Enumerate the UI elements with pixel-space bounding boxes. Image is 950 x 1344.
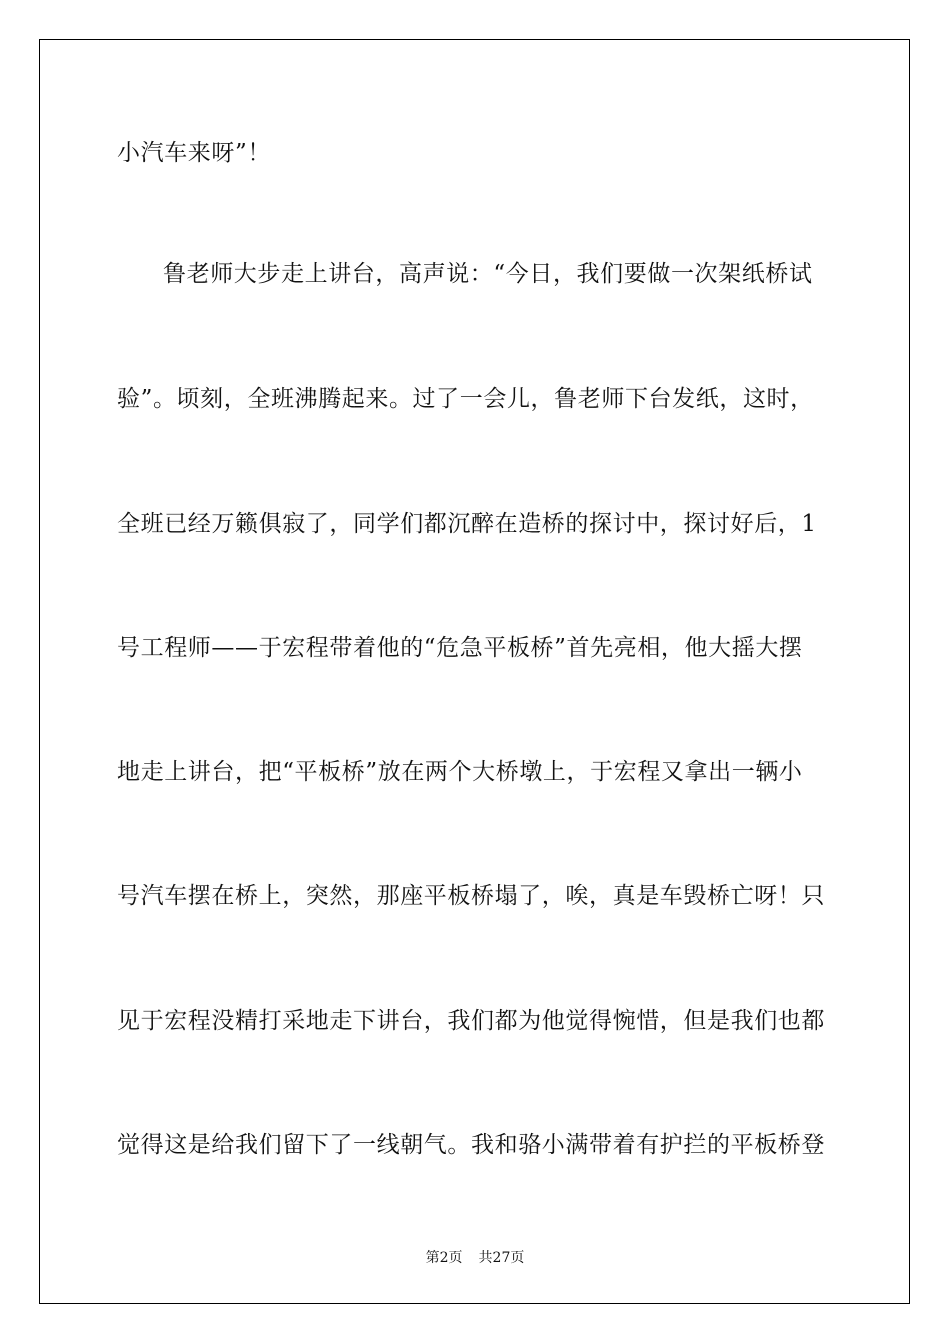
page-number: 第2页 <box>425 1250 463 1266</box>
text-line-6: 地走上讲台，把“平板桥”放在两个大桥墩上，于宏程又拿出一辆小 <box>117 759 803 785</box>
text-line-3: 验”。顷刻，全班沸腾起来。过了一会儿，鲁老师下台发纸，这时， <box>117 386 814 412</box>
text-line-8: 见于宏程没精打采地走下讲台，我们都为他觉得惋惜，但是我们也都 <box>117 1008 825 1034</box>
text-line-9: 觉得这是给我们留下了一线朝气。我和骆小满带着有护拦的平板桥登 <box>117 1132 825 1158</box>
text-line-1: 小汽车来呀”！ <box>117 140 271 166</box>
text-line-4: 全班已经万籁俱寂了，同学们都沉醉在造桥的探讨中，探讨好后，1 <box>117 511 817 537</box>
page-footer <box>0 1247 950 1267</box>
page-border <box>39 39 910 1304</box>
text-line-7: 号汽车摆在桥上，突然，那座平板桥塌了，唉，真是车毁桥亡呀！只 <box>117 883 825 909</box>
text-line-2: 鲁老师大步走上讲台，高声说：“今日，我们要做一次架纸桥试 <box>163 261 813 287</box>
text-line-5: 号工程师——于宏程带着他的“危急平板桥”首先亮相，他大摇大摆 <box>117 635 803 661</box>
page-total: 共27页 <box>478 1250 525 1266</box>
